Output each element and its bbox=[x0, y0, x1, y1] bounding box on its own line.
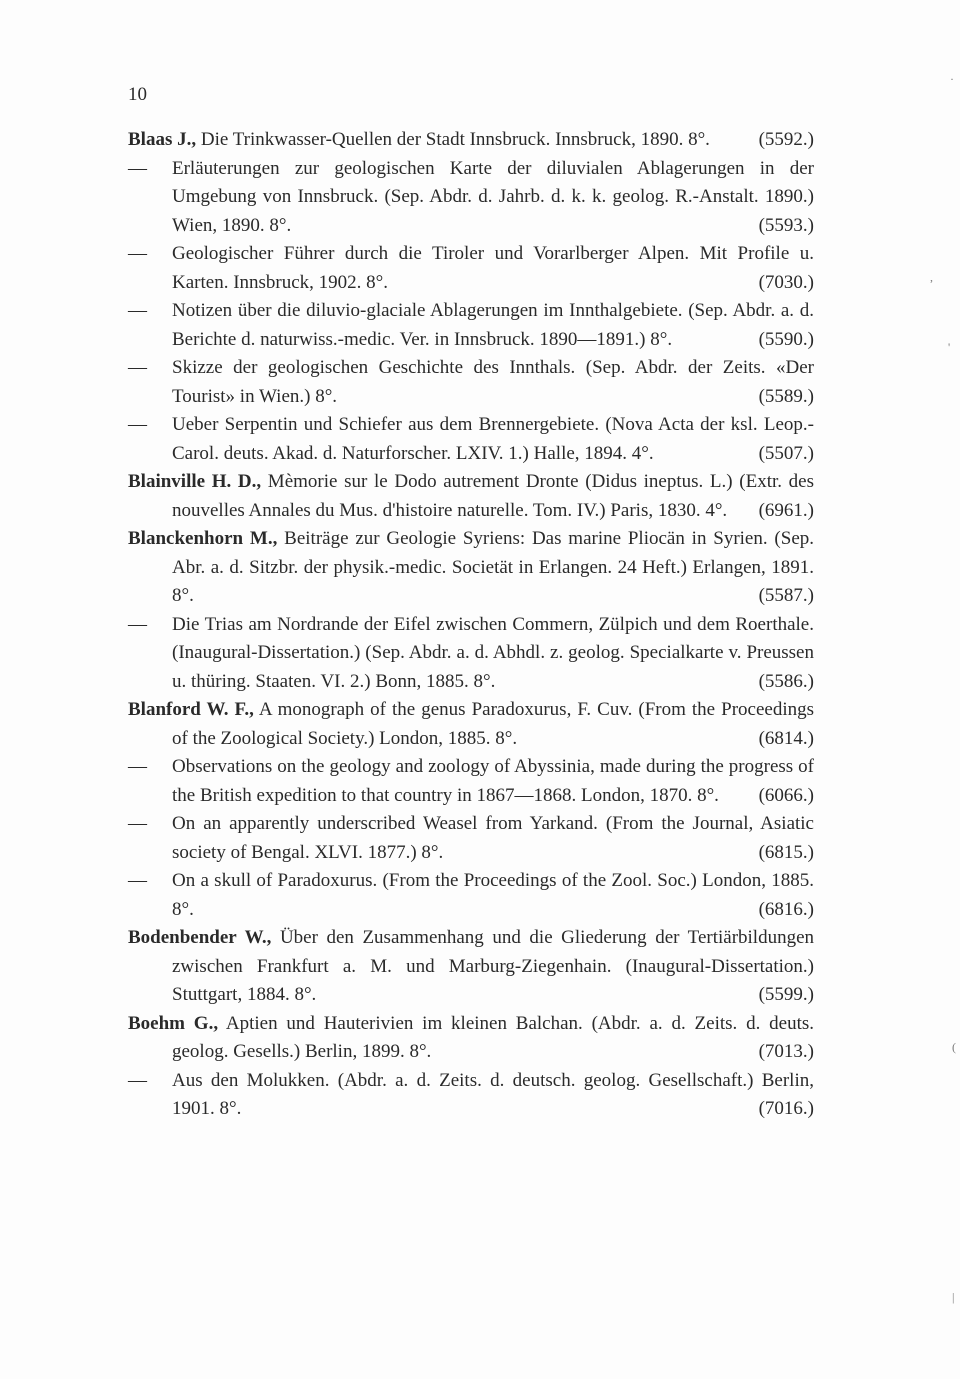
bibliography-entry bbox=[128, 1067, 814, 1124]
catalog-number: (6815.) bbox=[758, 841, 814, 863]
catalog-number: (5593.) bbox=[758, 214, 814, 236]
bibliography-entry bbox=[128, 696, 814, 753]
ditto-dash: — bbox=[128, 613, 147, 635]
entry-text: On an apparently underscribed Weasel from Yarkand. (From the Journal, Asiatic society of Bengal. XLVI. 1877.) 8°. bbox=[172, 813, 814, 863]
margin-mark: · bbox=[950, 72, 954, 86]
entry-text: Observations on the geology and zoology of Abyssinia, made during the progress of the British expedition to that country in 1867—1868. London, 1870. 8°. bbox=[172, 756, 814, 806]
ditto-dash: — bbox=[128, 357, 147, 378]
bibliography-entry bbox=[128, 810, 814, 867]
entry-text: Aptien und Hauterivien im kleinen Balchan. (Abdr. a. d. Zeits. d. deuts. geolog. Gesells.) Berlin, 1899. 8°. bbox=[172, 1012, 814, 1062]
ditto-dash: — bbox=[128, 243, 147, 264]
catalog-number: (6816.) bbox=[758, 898, 814, 920]
catalog-number: (7030.) bbox=[758, 271, 814, 293]
author-name: Blaas J., bbox=[128, 129, 197, 150]
catalog-number: (6961.) bbox=[758, 499, 814, 521]
bibliography-entry bbox=[128, 867, 814, 924]
bibliography-entry bbox=[128, 354, 814, 411]
catalog-number: (5589.) bbox=[758, 385, 814, 407]
page-number: 10 bbox=[128, 84, 147, 105]
bibliography-entry bbox=[128, 126, 814, 155]
entry-text: Ueber Serpentin und Schiefer aus dem Brennergebiete. (Nova Acta der ksl. Leop.-Carol. deuts. Akad. d. Naturforscher. LXIV. 1.) Halle, 1894. 4°. bbox=[172, 414, 814, 464]
ditto-dash: — bbox=[128, 1069, 147, 1091]
entry-text: Die Trinkwasser-Quellen der Stadt Innsbruck. Innsbruck, 1890. 8°. bbox=[200, 129, 710, 150]
margin-mark: , bbox=[930, 270, 933, 284]
bibliography-entry bbox=[128, 753, 814, 810]
ditto-dash: — bbox=[128, 756, 147, 777]
catalog-number: (5586.) bbox=[758, 670, 814, 692]
author-name: Blainville H. D., bbox=[128, 471, 262, 492]
entry-text: Beiträge zur Geologie Syriens: Das marine Pliocän in Syrien. (Sep. Abr. a. d. Sitzbr. der physik.-medic. Societät in Erlangen. 24 Heft.) Erlangen, 1891. 8°. bbox=[172, 528, 814, 606]
author-name: Bodenbender W., bbox=[128, 927, 272, 948]
margin-mark: ( bbox=[952, 1040, 956, 1054]
catalog-number: (5592.) bbox=[758, 129, 814, 150]
entry-text: Über den Zusammenhang und die Gliederung der Tertiärbildungen zwischen Frankfurt a. M. und Marburg-Ziegenhain. (Inaugural-Dissertation.) Stuttgart, 1884. 8°. bbox=[172, 927, 815, 1005]
entry-text: Skizze der geologischen Geschichte des Innthals. (Sep. Abdr. der Zeits. «Der Tourist» in Wien.) 8°. bbox=[172, 357, 814, 407]
entry-text: A monograph of the genus Paradoxurus, F. Cuv. (From the Proceedings of the Zoological Society.) London, 1885. 8°. bbox=[172, 699, 815, 749]
catalog-number: (7016.) bbox=[758, 1098, 814, 1119]
catalog-number: (5587.) bbox=[758, 585, 814, 606]
bibliography-entry bbox=[128, 468, 814, 525]
entry-text: Notizen über die diluvio-glaciale Ablagerungen im Innthalgebiete. (Sep. Abdr. a. d. Berichte d. naturwiss.-medic. Ver. in Innsbruck. 1890—1891.) 8°. bbox=[172, 300, 814, 350]
entry-text: Geologischer Führer durch die Tiroler und Vorarlberger Alpen. Mit Profile u. Karten. Innsbruck, 1902. 8°. bbox=[172, 243, 814, 293]
bibliography-list bbox=[128, 126, 814, 1124]
bibliography-entry bbox=[128, 1010, 814, 1067]
author-name: Boehm G., bbox=[128, 1012, 219, 1034]
ditto-dash: — bbox=[128, 870, 147, 891]
entry-text: Die Trias am Nordrande der Eifel zwischen Commern, Zülpich und dem Roerthale. (Inaugural-Dissertation.) (Sep. Abdr. a. d. Abhdl. z. geolog. Specialkarte v. Preussen u. thüring. Staaten. VI. 2.) Bonn, 1885. 8°. bbox=[172, 613, 814, 692]
ditto-dash: — bbox=[128, 157, 147, 179]
catalog-number: (6814.) bbox=[758, 727, 814, 749]
entry-text: Mèmorie sur le Dodo autrement Dronte (Didus ineptus. L.) (Extr. des nouvelles Annales du Mus. d'histoire naturelle. Tom. IV.) Paris, 1830. 4°. bbox=[172, 471, 814, 521]
bibliography-entry bbox=[128, 924, 814, 1010]
catalog-number: (6066.) bbox=[758, 784, 814, 806]
catalog-number: (5599.) bbox=[758, 984, 814, 1005]
catalog-number: (5507.) bbox=[758, 442, 814, 464]
bibliography-entry bbox=[128, 240, 814, 297]
entry-text: On a skull of Paradoxurus. (From the Proceedings of the Zool. Soc.) London, 1885. 8°. bbox=[172, 870, 814, 920]
ditto-dash: — bbox=[128, 813, 147, 834]
margin-mark: ' bbox=[948, 340, 951, 354]
entry-text: Erläuterungen zur geologischen Karte der diluvialen Ablagerungen in der Umgebung von Innsbruck. (Sep. Abdr. d. Jahrb. d. k. k. geolog. R.-Anstalt. 1890.) Wien, 1890. 8°. bbox=[172, 157, 814, 236]
bibliography-entry bbox=[128, 411, 814, 468]
bibliography-entry bbox=[128, 611, 814, 697]
catalog-number: (5590.) bbox=[758, 328, 814, 350]
bibliography-entry bbox=[128, 155, 814, 241]
author-name: Blanford W. F., bbox=[128, 699, 254, 720]
entry-text: Aus den Molukken. (Abdr. a. d. Zeits. d. deutsch. geolog. Gesellschaft.) Berlin, 1901. 8°. bbox=[172, 1069, 814, 1119]
ditto-dash: — bbox=[128, 300, 147, 321]
author-name: Blanckenhorn M., bbox=[128, 528, 278, 549]
margin-mark: | bbox=[952, 1290, 955, 1304]
ditto-dash: — bbox=[128, 414, 147, 435]
catalog-number: (7013.) bbox=[758, 1041, 814, 1062]
bibliography-entry bbox=[128, 525, 814, 611]
bibliography-entry bbox=[128, 297, 814, 354]
